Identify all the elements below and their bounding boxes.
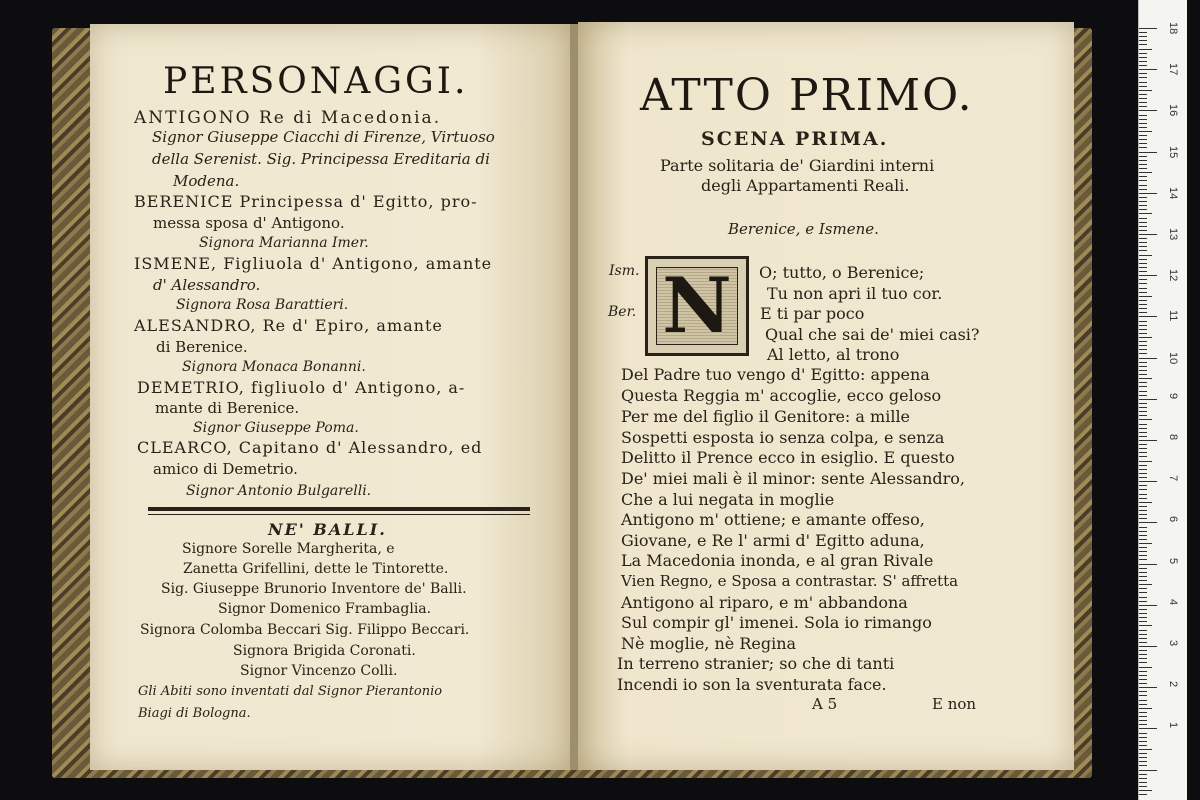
cast-line: Signor Giuseppe Ciacchi di Firenze, Virtuoso [152, 128, 495, 146]
ruler-tick [1139, 720, 1147, 721]
decorated-initial [645, 256, 749, 356]
ruler-tick [1139, 564, 1157, 565]
ruler-tick [1139, 135, 1147, 136]
ruler-tick [1139, 745, 1147, 746]
verse-line: Tu non apri il tuo cor. [767, 284, 943, 303]
speaker-label: Ism. [609, 263, 640, 279]
ruler-tick [1139, 708, 1152, 709]
cast-line: Signora Rosa Barattieri. [176, 297, 349, 313]
ruler-tick [1139, 691, 1147, 692]
balli-line: Sig. Giuseppe Brunorio Inventore de' Balli. [161, 581, 467, 597]
ruler-tick [1139, 374, 1147, 375]
ruler-tick [1139, 662, 1147, 663]
ruler-tick [1139, 366, 1147, 367]
ruler-tick [1139, 415, 1147, 416]
ruler-tick [1139, 345, 1147, 346]
balli-line: Signore Sorelle Margherita, e [182, 541, 395, 557]
ruler-tick [1139, 419, 1152, 420]
ruler-tick [1139, 667, 1152, 668]
ruler-tick [1139, 679, 1147, 680]
ruler-tick [1139, 522, 1157, 523]
ruler-tick [1139, 205, 1147, 206]
ruler-number: 6 [1167, 516, 1179, 523]
verse-line: Antigono m' ottiene; e amante offeso, [621, 510, 925, 529]
ruler-tick [1139, 378, 1152, 379]
ruler-tick [1139, 57, 1147, 58]
ruler-tick [1139, 432, 1147, 433]
verse-line: Qual che sai de' miei casi? [765, 325, 980, 344]
ruler-tick [1139, 90, 1152, 91]
ruler-tick [1139, 675, 1147, 676]
cast-line: mante di Berenice. [155, 399, 300, 417]
ruler-tick [1139, 658, 1147, 659]
ruler-tick [1139, 547, 1147, 548]
ruler-tick [1139, 44, 1147, 45]
ruler-tick [1139, 597, 1147, 598]
ruler-tick [1139, 568, 1147, 569]
ruler-tick [1139, 180, 1147, 181]
ruler-tick [1139, 436, 1147, 437]
ruler-tick [1139, 700, 1147, 701]
ruler-tick [1139, 382, 1147, 383]
verse-line: Questa Reggia m' accoglie, ecco geloso [621, 386, 942, 405]
verse-line: Incendi io son la sventurata face. [617, 675, 887, 694]
ruler-tick [1139, 308, 1147, 309]
ruler-tick [1139, 98, 1147, 99]
ruler-number: 7 [1167, 475, 1179, 482]
scene-setting: degli Appartamenti Reali. [701, 176, 910, 195]
ruler-number: 1 [1167, 722, 1179, 729]
ruler-tick [1139, 489, 1147, 490]
ruler-tick [1139, 213, 1152, 214]
ruler-tick [1139, 514, 1147, 515]
ruler-tick [1139, 119, 1147, 120]
act-title: ATTO PRIMO. [640, 70, 974, 121]
ruler-tick [1139, 288, 1147, 289]
ruler-tick [1139, 250, 1147, 251]
ruler-tick [1139, 749, 1152, 750]
ruler-tick [1139, 131, 1152, 132]
ruler-tick [1139, 28, 1157, 29]
ruler-tick [1139, 601, 1147, 602]
ruler-number: 14 [1167, 186, 1179, 200]
ruler-tick [1139, 646, 1157, 647]
ruler-tick [1139, 440, 1157, 441]
ruler-tick [1139, 576, 1147, 577]
ruler-tick [1139, 510, 1147, 511]
ruler-tick [1139, 531, 1147, 532]
ruler-tick [1139, 650, 1147, 651]
ruler-tick [1139, 728, 1157, 729]
ruler-tick [1139, 671, 1147, 672]
cast-line: Signora Marianna Imer. [199, 235, 369, 251]
balli-heading: NE' BALLI. [268, 520, 387, 539]
ruler-number: 3 [1167, 640, 1179, 647]
ruler-number: 9 [1167, 392, 1179, 399]
ruler-tick [1139, 172, 1152, 173]
ruler-tick [1139, 551, 1147, 552]
ruler-tick [1139, 102, 1147, 103]
ruler-tick [1139, 267, 1147, 268]
ruler-tick [1139, 572, 1147, 573]
ruler-number: 13 [1167, 228, 1179, 241]
verse-line: De' miei mali è il minor: sente Alessandro, [621, 469, 965, 488]
cast-line: BERENICE Principessa d' Egitto, pro- [134, 192, 478, 211]
ruler-tick [1139, 168, 1147, 169]
balli-line: Signor Domenico Frambaglia. [218, 601, 432, 617]
verse-line: Vien Regno, e Sposa a contrastar. S' affretta [621, 572, 959, 590]
ruler-tick [1139, 152, 1157, 153]
ruler-tick [1139, 65, 1147, 66]
ruler-tick [1139, 765, 1147, 766]
scene-setting: Parte solitaria de' Giardini interni [660, 156, 935, 175]
ruler-tick [1139, 160, 1147, 161]
ruler-tick [1139, 209, 1147, 210]
ruler-tick [1139, 761, 1147, 762]
verse-line: Sul compir gl' imenei. Sola io rimango [621, 613, 932, 632]
ruler-tick [1139, 53, 1147, 54]
scene-title: SCENA PRIMA. [701, 128, 889, 150]
ruler-tick [1139, 139, 1147, 140]
ruler-tick [1139, 325, 1147, 326]
ruler-number: 2 [1167, 681, 1179, 688]
ruler-tick [1139, 61, 1147, 62]
ruler-tick [1139, 695, 1147, 696]
ruler-tick [1139, 304, 1147, 305]
verse-line: Nè moglie, nè Regina [621, 634, 797, 653]
ruler-tick [1139, 230, 1147, 231]
ruler-tick [1139, 49, 1152, 50]
ruler-tick [1139, 733, 1147, 734]
ruler-tick [1139, 737, 1147, 738]
ruler-tick [1139, 176, 1147, 177]
ruler-tick [1139, 605, 1157, 606]
ruler-tick [1139, 164, 1147, 165]
verse-line: E ti par poco [760, 304, 865, 323]
verse-line: Per me del figlio il Genitore: a mille [621, 407, 911, 426]
ruler-tick [1139, 770, 1157, 771]
ruler-tick [1139, 712, 1147, 713]
ruler-tick [1139, 263, 1147, 264]
ruler-tick [1139, 36, 1147, 37]
verse-line: Che a lui negata in moglie [621, 490, 835, 509]
verse-line: Giovane, e Re l' armi d' Egitto aduna, [621, 531, 925, 550]
ruler-number: 18 [1167, 22, 1179, 35]
ruler-number: 10 [1167, 351, 1179, 364]
ruler-tick [1139, 527, 1147, 528]
ruler-tick [1139, 407, 1147, 408]
ruler-number: 4 [1167, 598, 1179, 605]
verse-line: Del Padre tuo vengo d' Egitto: appena [621, 365, 930, 384]
decorated-initial-letter: N [662, 261, 732, 350]
cast-line: della Serenist. Sig. Principessa Ereditaria di [152, 150, 490, 168]
cast-line: Signora Monaca Bonanni. [182, 359, 366, 375]
ruler-tick [1139, 300, 1147, 301]
ruler-tick [1139, 110, 1157, 111]
balli-line: Zanetta Grifellini, dette le Tintorette. [183, 561, 449, 577]
left-page-title: PERSONAGGI. [163, 61, 469, 102]
ruler-tick [1139, 741, 1147, 742]
ruler-tick [1139, 638, 1147, 639]
ruler-tick [1139, 32, 1147, 33]
ruler-tick [1139, 477, 1147, 478]
ruler-number: 8 [1167, 434, 1179, 441]
ruler-tick [1139, 485, 1147, 486]
ruler-tick [1139, 555, 1147, 556]
ruler-tick [1139, 292, 1147, 293]
ruler-tick [1139, 189, 1147, 190]
ruler-tick [1139, 502, 1152, 503]
ruler-tick [1139, 683, 1147, 684]
ruler-tick [1139, 255, 1152, 256]
ruler-tick [1139, 226, 1147, 227]
balli-line: Signora Colomba Beccari Sig. Filippo Beccari. [140, 622, 470, 638]
ruler-tick [1139, 634, 1147, 635]
ruler-tick [1139, 238, 1147, 239]
ruler-tick [1139, 654, 1147, 655]
ruler-tick [1139, 559, 1147, 560]
ruler-tick [1139, 461, 1152, 462]
ruler-tick [1139, 370, 1147, 371]
cast-line: ISMENE, Figliuola d' Antigono, amante [134, 254, 493, 273]
ruler-tick [1139, 40, 1147, 41]
verse-line: In terreno stranier; so che di tanti [617, 654, 895, 673]
cast-line: messa sposa d' Antigono. [153, 214, 345, 232]
cast-line: Modena. [173, 172, 240, 190]
ruler-tick [1139, 687, 1157, 688]
ruler-tick [1139, 329, 1147, 330]
measuring-ruler [1138, 0, 1187, 800]
cast-line: Signor Giuseppe Poma. [193, 420, 359, 436]
ruler-tick [1139, 296, 1152, 297]
cast-line: ANTIGONO Re di Macedonia. [134, 108, 442, 128]
cast-line: DEMETRIO, figliuolo d' Antigono, a- [137, 378, 466, 397]
ruler-tick [1139, 543, 1152, 544]
ruler-number: 15 [1167, 145, 1179, 158]
cast-line: amico di Demetrio. [153, 460, 298, 478]
ruler-tick [1139, 86, 1147, 87]
ruler-tick [1139, 403, 1147, 404]
ruler-tick [1139, 185, 1147, 186]
ruler-tick [1139, 790, 1152, 791]
catchword: E non [932, 695, 977, 713]
ruler-tick [1139, 156, 1147, 157]
ruler-tick [1139, 337, 1152, 338]
ruler-tick [1139, 424, 1147, 425]
ruler-tick [1139, 481, 1157, 482]
ruler-tick [1139, 428, 1147, 429]
section-divider [148, 507, 530, 511]
balli-line: Signora Brigida Coronati. [233, 643, 416, 659]
ruler-tick [1139, 452, 1147, 453]
speaker-label: Ber. [608, 304, 637, 320]
ruler-tick [1139, 535, 1147, 536]
ruler-tick [1139, 312, 1147, 313]
ruler-tick [1139, 82, 1147, 83]
ruler-number: 16 [1167, 104, 1179, 117]
ruler-tick [1139, 399, 1157, 400]
ruler-tick [1139, 242, 1147, 243]
ruler-tick [1139, 642, 1147, 643]
ruler-tick [1139, 279, 1147, 280]
ruler-tick [1139, 786, 1147, 787]
ruler-tick [1139, 757, 1147, 758]
ruler-tick [1139, 391, 1147, 392]
verse-line: La Macedonia inonda, e al gran Rivale [621, 551, 934, 570]
verse-line: Antigono al riparo, e m' abbandona [621, 593, 908, 612]
ruler-tick [1139, 127, 1147, 128]
ruler-tick [1139, 609, 1147, 610]
ruler-tick [1139, 358, 1157, 359]
ruler-tick [1139, 782, 1147, 783]
ruler-tick [1139, 518, 1147, 519]
ruler-tick [1139, 106, 1147, 107]
cast-line: CLEARCO, Capitano d' Alessandro, ed [137, 438, 483, 457]
cast-line: d' Alessandro. [153, 276, 261, 294]
ruler-tick [1139, 456, 1147, 457]
ruler-tick [1139, 271, 1147, 272]
balli-line: Signor Vincenzo Colli. [240, 663, 398, 679]
balli-line: Gli Abiti sono inventati dal Signor Pierantonio [138, 684, 443, 699]
ruler-tick [1139, 613, 1147, 614]
ruler-tick [1139, 704, 1147, 705]
ruler-tick [1139, 69, 1157, 70]
ruler-tick [1139, 580, 1147, 581]
ruler-tick [1139, 222, 1147, 223]
ruler-number: 11 [1167, 310, 1179, 322]
balli-line: Biagi di Bologna. [138, 706, 251, 721]
ruler-tick [1139, 724, 1147, 725]
ruler-tick [1139, 506, 1147, 507]
ruler-tick [1139, 473, 1147, 474]
ruler-tick [1139, 621, 1147, 622]
ruler-tick [1139, 275, 1157, 276]
cast-line: Signor Antonio Bulgarelli. [186, 483, 372, 499]
ruler-tick [1139, 77, 1147, 78]
ruler-tick [1139, 193, 1157, 194]
page-signature: A 5 [812, 695, 838, 713]
ruler-tick [1139, 123, 1147, 124]
cast-line: di Berenice. [156, 338, 248, 356]
ruler-tick [1139, 778, 1147, 779]
ruler-tick [1139, 469, 1147, 470]
ruler-tick [1139, 259, 1147, 260]
section-divider [148, 514, 530, 515]
ruler-tick [1139, 201, 1147, 202]
ruler-tick [1139, 234, 1157, 235]
ruler-tick [1139, 143, 1147, 144]
ruler-tick [1139, 630, 1147, 631]
ruler-tick [1139, 448, 1147, 449]
ruler-tick [1139, 774, 1147, 775]
ruler-tick [1139, 246, 1147, 247]
ruler-tick [1139, 753, 1147, 754]
ruler-tick [1139, 592, 1147, 593]
ruler-tick [1139, 494, 1147, 495]
ruler-tick [1139, 465, 1147, 466]
verse-line: Sospetti esposta io senza colpa, e senza [621, 428, 945, 447]
ruler-number: 17 [1167, 63, 1179, 76]
ruler-tick [1139, 341, 1147, 342]
ruler-tick [1139, 316, 1157, 317]
ruler-tick [1139, 218, 1147, 219]
ruler-tick [1139, 321, 1147, 322]
ruler-tick [1139, 94, 1147, 95]
ruler-tick [1139, 283, 1147, 284]
ruler-tick [1139, 716, 1147, 717]
ruler-tick [1139, 362, 1147, 363]
ruler-tick [1139, 411, 1147, 412]
ruler-tick [1139, 353, 1147, 354]
ruler-tick [1139, 584, 1152, 585]
ruler-tick [1139, 197, 1147, 198]
ruler-tick [1139, 794, 1147, 795]
ruler-tick [1139, 73, 1147, 74]
ruler-tick [1139, 588, 1147, 589]
ruler-number: 5 [1167, 557, 1179, 564]
ruler-tick [1139, 115, 1147, 116]
ruler-tick [1139, 386, 1147, 387]
verse-line: Delitto il Prence ecco in esiglio. E questo [621, 448, 955, 467]
ruler-tick [1139, 333, 1147, 334]
scene-characters: Berenice, e Ismene. [728, 220, 879, 238]
verse-line: O; tutto, o Berenice; [759, 263, 925, 282]
ruler-tick [1139, 539, 1147, 540]
ruler-tick [1139, 395, 1147, 396]
ruler-number: 12 [1167, 269, 1179, 282]
verse-line: Al letto, al trono [767, 345, 900, 364]
cast-line: ALESANDRO, Re d' Epiro, amante [134, 316, 443, 335]
ruler-tick [1139, 147, 1147, 148]
ruler-tick [1139, 349, 1147, 350]
ruler-tick [1139, 625, 1152, 626]
ruler-tick [1139, 444, 1147, 445]
ruler-tick [1139, 617, 1147, 618]
ruler-tick [1139, 498, 1147, 499]
